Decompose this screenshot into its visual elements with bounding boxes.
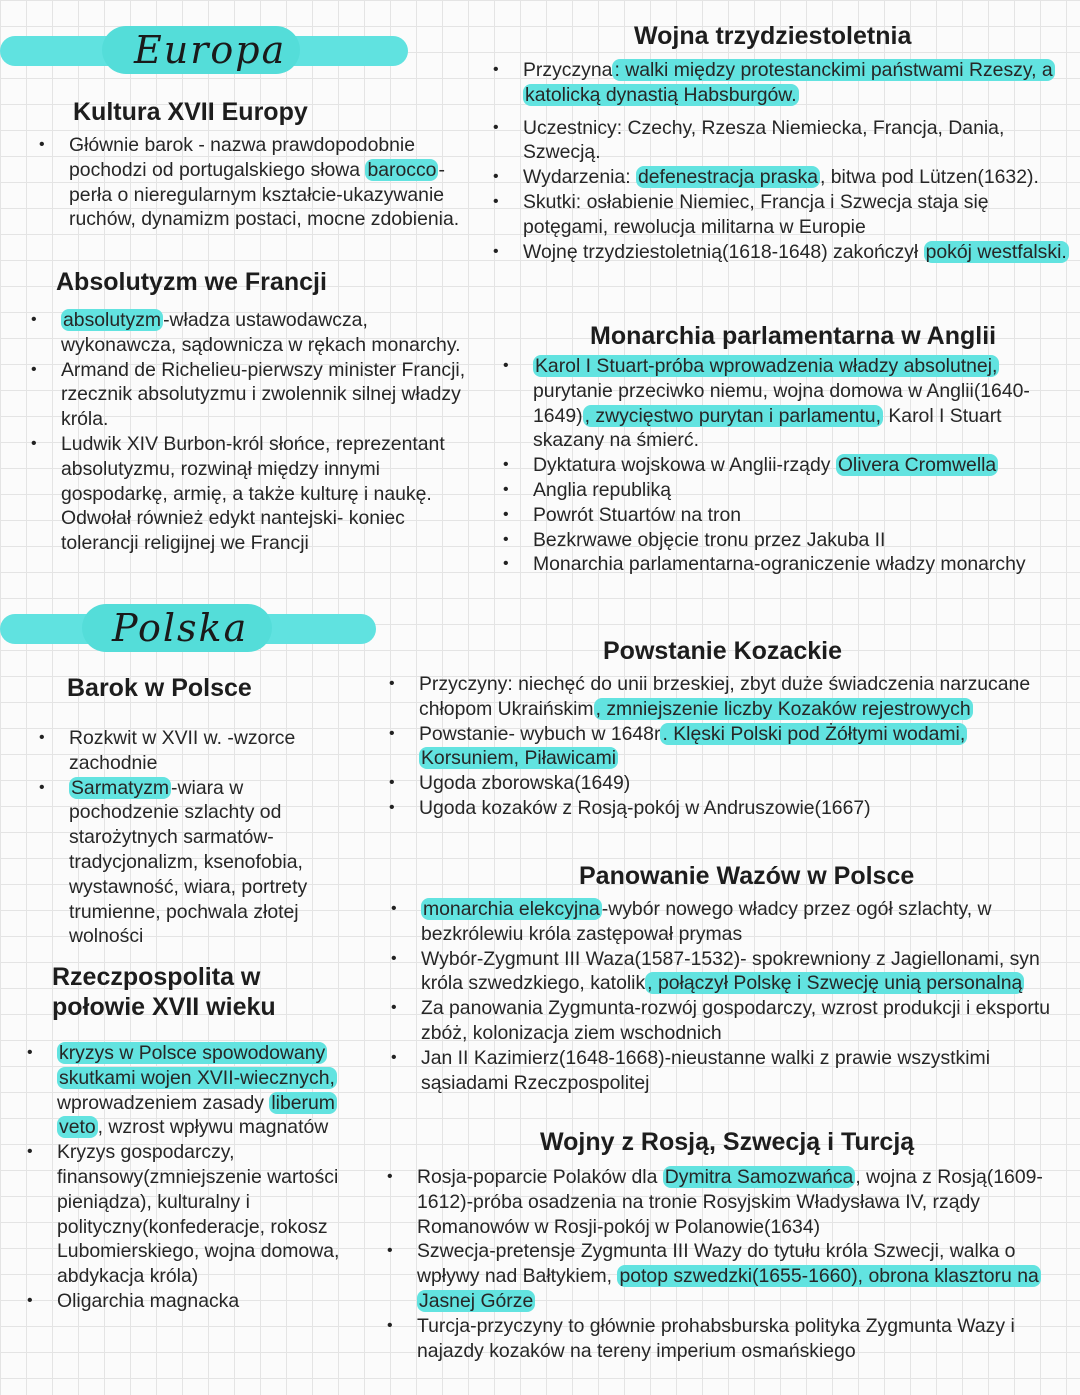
absolutyzm-heading: Absolutyzm we Francji <box>56 268 327 296</box>
list-item: • Monarchia parlamentarna-ograniczenie władzy monarchy <box>533 552 1073 577</box>
list-item: • Sarmatyzm -wiara w pochodzenie szlachty od starożytnych sarmatów- tradycjonalizm, ksenofobia, wystawność, wiara, portrety trumienne, pochwala złotej wolności <box>69 776 339 950</box>
list-item: • Skutki: osłabienie Niemiec, Francja i Szwecja staja się potęgami, rewolucja militarna w Europie <box>523 190 1071 240</box>
kultura-heading: Kultura XVII Europy <box>73 98 308 126</box>
list-item: • Przyczyna : walki między protestanckimi państwami Rzeszy, a katolicką dynastią Habsburgów. <box>523 58 1071 108</box>
list-item: • Wydarzenia: defenestracja praska , bitwa pod Lützen(1632). <box>523 165 1071 190</box>
list-item: • Karol I Stuart-próba wprowadzenia władzy absolutnej, purytanie przeciwko niemu, wojna domowa w Anglii(1640-1649) , zwycięstwo purytan i parlamentu, Karol I Stuart skazany na śmierć. <box>533 354 1073 453</box>
list-item: • Wojnę trzydziestoletnią(1618-1648) zakończył pokój westfalski. <box>523 240 1071 265</box>
list-item: • Rosja-poparcie Polaków dla Dymitra Samozwańca , wojna z Rosją(1609-1612)-próba osadzenia na tronie Rosyjskim Władysława IV, rządy Romanowów w Rosji-pokój w Polanowie(1634) <box>417 1165 1067 1239</box>
wojna-heading: Wojna trzydziestoletnia <box>634 22 912 50</box>
barok-list <box>69 726 339 949</box>
list-item: • Za panowania Zygmunta-rozwój gospodarczy, wzrost produkcji i eksportu zbóż, kolonizacja ziem wschodnich <box>421 996 1061 1046</box>
kozackie-heading: Powstanie Kozackie <box>603 637 842 665</box>
rzeczpospolita-list <box>57 1041 357 1314</box>
list-item: • Turcja-przyczyny to głównie prohabsburska polityka Zygmunta Wazy i najazdy kozaków na tereny imperium osmańskiego <box>417 1314 1067 1364</box>
barok-heading: Barok w Polsce <box>67 674 252 702</box>
wazowie-list <box>421 897 1061 1095</box>
list-item: • Powstanie- wybuch w 1648r . Klęski Polski pod Żółtymi wodami, Korsuniem, Piławicami <box>419 722 1039 772</box>
list-item: • Ugoda kozaków z Rosją-pokój w Andruszowie(1667) <box>419 796 1039 821</box>
list-item: • Ugoda zborowska(1649) <box>419 771 1039 796</box>
europa-title: Europa <box>134 28 287 72</box>
list-item: • Bezkrwawe objęcie tronu przez Jakuba II <box>533 528 1073 553</box>
list-item: • absolutyzm -władza ustawodawcza, wykonawcza, sądownicza w rękach monarchy. <box>61 308 466 358</box>
wojny-heading: Wojny z Rosją, Szwecją i Turcją <box>540 1128 915 1156</box>
list-item: • Szwecja-pretensje Zygmunta III Wazy do tytułu króla Szwecji, walka o wpływy nad Bałtykiem, potop szwedzki(1655-1660), obrona klasztoru na Jasnej Górze <box>417 1239 1067 1313</box>
list-item: • Jan II Kazimierz(1648-1668)-nieustanne walki z prawie wszystkimi sąsiadami Rzeczpospolitej <box>421 1046 1061 1096</box>
list-item: • Ludwik XIV Burbon-król słońce, reprezentant absolutyzmu, rozwinął między innymi gospodarkę, armię, a także kulturę i naukę. Odwołał również edykt nantejski- koniec tolerancji religijnej we Francji <box>61 432 466 556</box>
list-item: • Głównie barok - nazwa prawdopodobnie pochodzi od portugalskiego słowa barocco - perła o nieregularnym kształcie-ukazywanie ruchów, dynamizm postaci, mocne zdobienia. <box>69 133 464 232</box>
kultura-list <box>69 133 464 232</box>
list-item: • Powrót Stuartów na tron <box>533 503 1073 528</box>
list-item: • Anglia republiką <box>533 478 1073 503</box>
list-item: • Wybór-Zygmunt III Waza(1587-1532)- spokrewniony z Jagiellonami, syn króla szwedzkiego, katolik , połączył Polskę i Szwecję unią personalną <box>421 947 1061 997</box>
monarchia-list <box>533 354 1073 577</box>
absolutyzm-list <box>61 308 466 556</box>
wojny-list <box>417 1165 1067 1363</box>
wojna-list <box>523 58 1071 264</box>
list-item: • Dyktatura wojskowa w Anglii-rządy Olivera Cromwella <box>533 453 1073 478</box>
list-item: • Przyczyny: niechęć do unii brzeskiej, zbyt duże świadczenia narzucane chłopom Ukraińskim , zmniejszenie liczby Kozaków rejestrowych <box>419 672 1039 722</box>
polska-title: Polska <box>112 606 249 650</box>
monarchia-heading: Monarchia parlamentarna w Anglii <box>590 322 997 350</box>
list-item: • Uczestnicy: Czechy, Rzesza Niemiecka, Francja, Dania, Szwecją. <box>523 116 1071 166</box>
wazowie-heading: Panowanie Wazów w Polsce <box>579 862 915 890</box>
list-item: • Armand de Richelieu-pierwszy minister Francji, rzecznik absolutyzmu i zwolennik silnej władzy króla. <box>61 358 466 432</box>
list-item: • Oligarchia magnacka <box>57 1289 357 1314</box>
kozackie-list <box>419 672 1039 821</box>
list-item: • monarchia elekcyjna -wybór nowego władcy przez ogół szlachty, w bezkrólewiu króla zastępował prymas <box>421 897 1061 947</box>
list-item: • Kryzys gospodarczy, finansowy(zmniejszenie wartości pieniądza), kulturalny i polityczny(konfederacje, rokosz Lubomierskiego, wojna domowa, abdykacja króla) <box>57 1140 357 1289</box>
list-item: • kryzys w Polsce spowodowany skutkami wojen XVII-wiecznych, wprowadzeniem zasady liberum veto , wzrost wpływu magnatów <box>57 1041 357 1140</box>
list-item: • Rozkwit w XVII w. -wzorce zachodnie <box>69 726 339 776</box>
rzeczpospolita-heading: Rzeczpospolita w połowie XVII wieku <box>52 963 276 1021</box>
